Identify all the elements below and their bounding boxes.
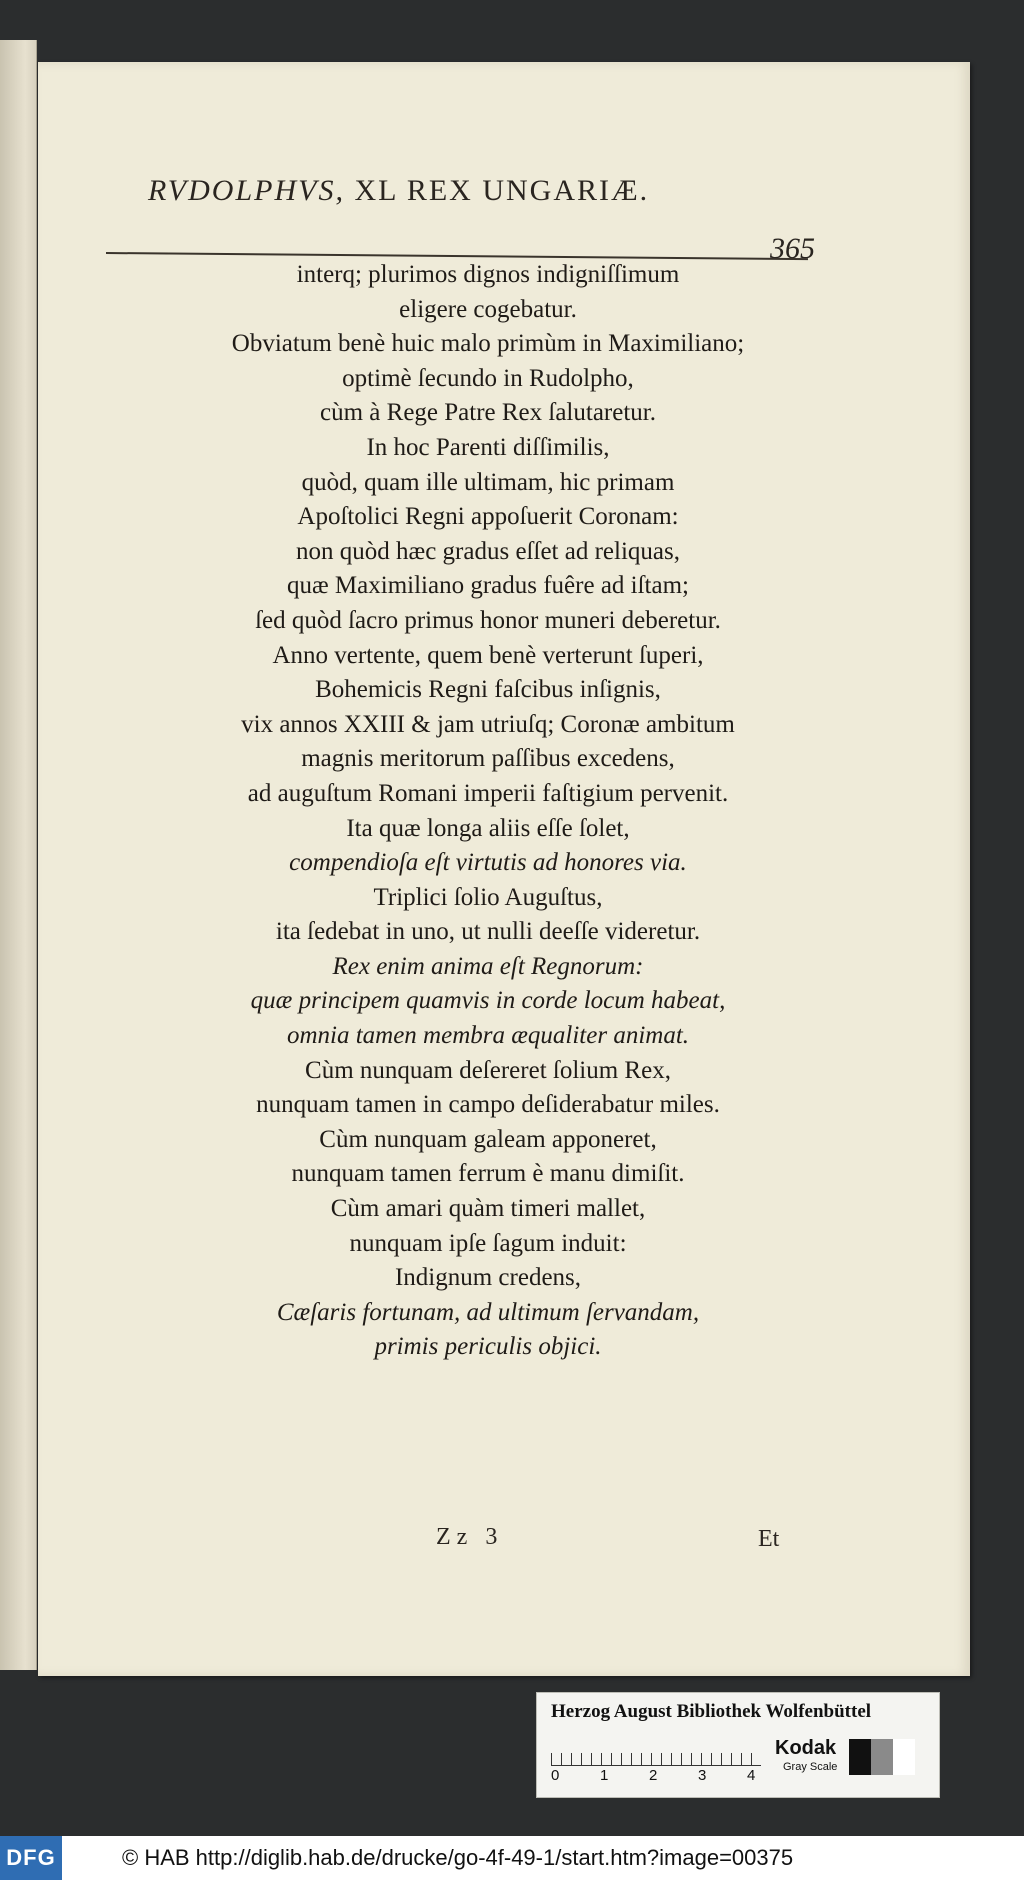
text-line: Triplici ſolio Auguſtus,: [373, 883, 603, 911]
facing-page-edge: [0, 40, 37, 1670]
text-line: compendioſa eſt virtutis ad honores via.: [289, 849, 687, 877]
gray-swatches: [849, 1739, 915, 1775]
text-line: Cùm amari quàm timeri mallet,: [330, 1195, 646, 1223]
text-line: interq; plurimos dignos indigniſſimum: [296, 261, 680, 288]
text-line: Obviatum benè huic malo primùm in Maximiliano;: [231, 330, 745, 358]
footer-bar: [0, 1836, 1024, 1880]
running-head: [148, 174, 649, 208]
stamp-title: Herzog August Bibliothek Wolfenbüttel: [551, 1701, 872, 1722]
text-line: nunquam tamen ferrum è manu dimiſit.: [291, 1160, 685, 1188]
text-line: omnia tamen membra æqualiter animat.: [286, 1022, 690, 1050]
text-line: eligere cogebatur.: [399, 295, 577, 323]
text-line: Ita quæ longa aliis eſſe ſolet,: [346, 814, 630, 842]
text-line: quæ Maximiliano gradus fuêre ad iſtam;: [287, 572, 689, 600]
catchword: Et: [758, 1526, 780, 1552]
ruler-labels: [551, 1767, 771, 1787]
kodak-brand: Kodak: [775, 1737, 837, 1759]
running-head-name: RVDOLPHVS,: [148, 174, 345, 207]
gray-swatch: [871, 1739, 893, 1775]
text-line: nunquam tamen in campo deſiderabatur miles.: [256, 1091, 720, 1119]
text-line: Apoſtolici Regni appoſuerit Coronam:: [297, 503, 679, 531]
running-head-title: XL REX UNGARIÆ.: [344, 174, 650, 207]
ruler-label: 1: [600, 1767, 609, 1784]
ruler-label: 0: [551, 1767, 560, 1784]
text-line: magnis meritorum paſſibus excedens,: [301, 745, 675, 773]
text-line: quòd, quam ille ultimam, hic primam: [301, 468, 675, 496]
ruler-label: 2: [649, 1767, 658, 1784]
text-line: Rex enim anima eſt Regnorum:: [332, 952, 644, 980]
text-line: quæ principem quamvis in corde locum habeat,: [250, 987, 726, 1015]
gray-swatch: [849, 1739, 871, 1775]
copyright-link[interactable]: © HAB http://diglib.hab.de/drucke/go-4f-49-1/start.htm?image=00375: [122, 1845, 794, 1870]
text-line: Anno vertente, quem benè verterunt ſuperi,: [272, 641, 704, 669]
text-line: Indignum credens,: [394, 1264, 582, 1292]
text-line: Cæſaris fortunam, ad ultimum ſervandam,: [276, 1298, 700, 1326]
text-line: optimè ſecundo in Rudolpho,: [342, 364, 634, 392]
page-number: 365: [770, 232, 815, 265]
text-line: ad auguſtum Romani imperii faſtigium pervenit.: [247, 779, 729, 807]
book-page: [38, 62, 970, 1676]
dfg-logo[interactable]: DFG: [0, 1836, 62, 1880]
text-line: Bohemicis Regni faſcibus inſignis,: [315, 676, 661, 704]
scale-ruler: [551, 1739, 761, 1766]
text-line: Cùm nunquam deſereret ſolium Rex,: [305, 1056, 671, 1084]
text-line: ita ſedebat in uno, ut nulli deeſſe videretur.: [275, 918, 701, 946]
ruler-label: 4: [747, 1767, 756, 1784]
text-line: Cùm nunquam galeam apponeret,: [319, 1125, 657, 1153]
library-stamp: [536, 1692, 940, 1798]
text-block: [138, 258, 838, 1365]
gray-swatch: [893, 1739, 915, 1775]
text-line: primis periculis objici.: [374, 1333, 602, 1361]
text-line: cùm à Rege Patre Rex ſalutaretur.: [320, 399, 656, 427]
gray-scale-label: Gray Scale: [783, 1761, 838, 1773]
text-line: nunquam ipſe ſagum induit:: [349, 1229, 627, 1257]
text-line: non quòd hæc gradus eſſet ad reliquas,: [296, 537, 680, 565]
text-line: In hoc Parenti diſſimilis,: [366, 433, 610, 461]
signature-mark: Zz 3: [436, 1524, 504, 1550]
text-line: vix annos XXIII & jam utriuſq; Coronæ ambitum: [241, 710, 735, 738]
text-line: ſed quòd ſacro primus honor muneri deberetur.: [255, 606, 721, 634]
ruler-label: 3: [698, 1767, 707, 1784]
